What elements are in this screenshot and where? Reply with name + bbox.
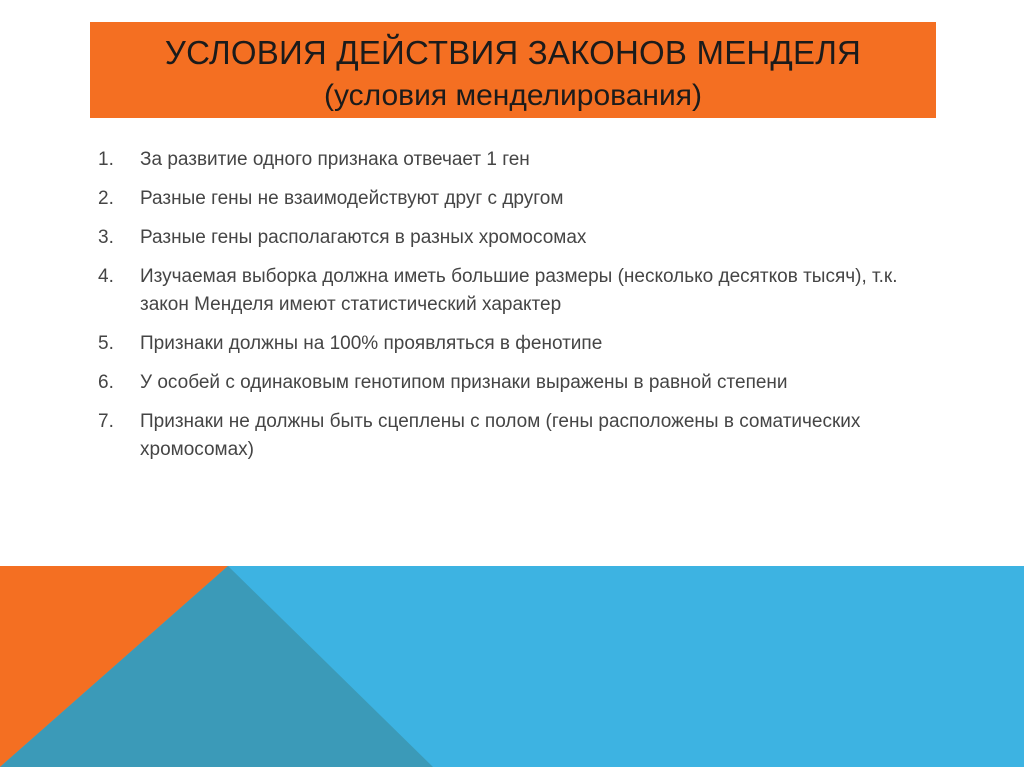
list-item (98, 263, 898, 319)
list-item-text: Признаки должны на 100% проявляться в фенотипе (140, 333, 603, 354)
slide-subtitle: (условия менделирования) (323, 79, 702, 112)
list-item-number: 4. (98, 266, 114, 287)
list-item-text: Разные гены не взаимодействуют друг с другом (140, 188, 564, 209)
list-item-number: 5. (98, 333, 114, 354)
title-bar (90, 22, 936, 118)
list-item (98, 330, 898, 358)
slide-title: УСЛОВИЯ ДЕЙСТВИЯ ЗАКОНОВ МЕНДЕЛЯ (164, 34, 862, 71)
conditions-list (98, 146, 898, 475)
list-item-text: Разные гены располагаются в разных хромосомах (140, 227, 587, 248)
list-item (98, 408, 898, 464)
list-item-number: 2. (98, 188, 114, 209)
list-item-number: 3. (98, 227, 114, 248)
list-item-text: Признаки не должны быть сцеплены с полом (гены расположены в соматических хромосомах) (140, 411, 861, 460)
list-item (98, 369, 898, 397)
list-item (98, 224, 898, 252)
list-item-number: 1. (98, 149, 114, 170)
list-item-text: Изучаемая выборка должна иметь большие размеры (несколько десятков тысяч), т.к. закон Менделя имеют статистический характер (140, 266, 898, 315)
list-item (98, 146, 898, 174)
list-item-text: У особей с одинаковым генотипом признаки выражены в равной степени (140, 372, 788, 393)
list-item-text: За развитие одного признака отвечает 1 ген (140, 149, 530, 170)
list-item (98, 185, 898, 213)
list-item-number: 6. (98, 372, 114, 393)
decorative-bottom-band (0, 566, 1024, 767)
list-item-number: 7. (98, 411, 114, 432)
